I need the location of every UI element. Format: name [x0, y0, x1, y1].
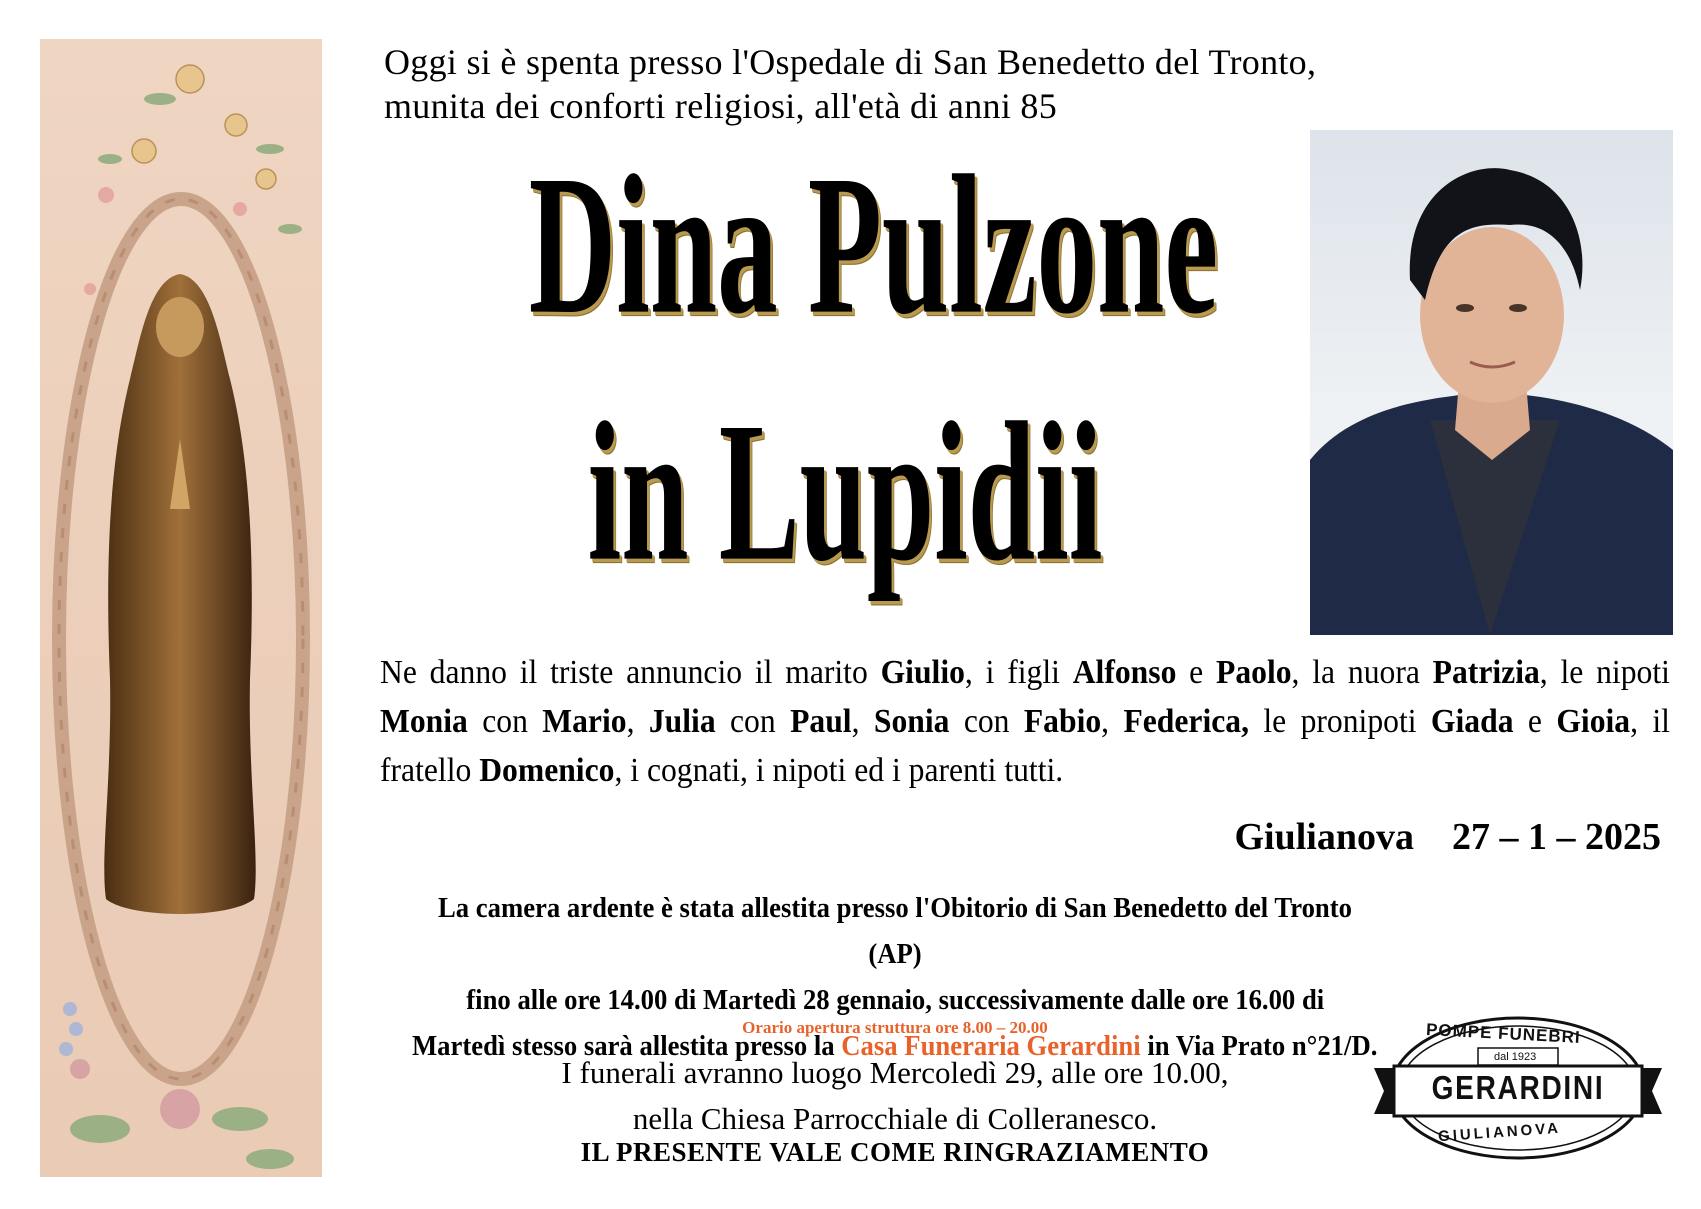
announce-name: Mario	[542, 703, 627, 740]
announce-name: Paolo	[1216, 654, 1292, 691]
announce-text: e	[1513, 703, 1557, 740]
portrait-photo	[1310, 130, 1673, 635]
announce-text: , i cognati, i nipoti ed i parenti tutti.	[614, 752, 1064, 789]
announce-text: ,	[1101, 703, 1124, 740]
funeral-home-name: Casa Funeraria Gerardini	[841, 1030, 1141, 1062]
intro-line-2: munita dei conforti religiosi, all'età di anni 85	[384, 86, 1058, 126]
date: 27 – 1 – 2025	[1452, 816, 1661, 858]
announce-name: Monia	[380, 703, 468, 740]
funeral-home-logo	[1368, 1010, 1668, 1165]
announce-text: , i figli	[964, 654, 1073, 691]
details-line-1: La camera ardente è stata allestita presso l'Obitorio di San Benedetto del Tronto (AP)	[438, 892, 1352, 970]
thanks-line: IL PRESENTE VALE COME RINGRAZIAMENTO	[580, 1137, 1210, 1167]
announce-name: Giada	[1430, 703, 1514, 740]
intro-line-1: Oggi si è spenta presso l'Ospedale di San Benedetto del Tronto,	[384, 42, 1317, 82]
logo-bottom-text: GIULIANOVA	[1437, 1119, 1562, 1146]
logo-top-text: POMPE FUNEBRI	[1425, 1019, 1582, 1048]
announce-name: Federica,	[1123, 703, 1250, 740]
announce-text: , la nuora	[1291, 654, 1433, 691]
announce-name: Julia	[648, 703, 716, 740]
announce-text: e	[1176, 654, 1217, 691]
announce-text: con	[467, 703, 543, 740]
funeral-line-2: nella Chiesa Parrocchiale di Colleranesco.	[632, 1101, 1158, 1136]
logo-brand: GERARDINI	[1431, 1069, 1605, 1106]
logo-since: dal 1923	[1494, 1051, 1537, 1063]
wake-details	[370, 885, 1420, 1069]
announce-name: Domenico	[479, 752, 615, 789]
place: Giulianova	[1234, 816, 1414, 858]
details-line-3-pre: Martedì stesso sarà allestita presso la	[412, 1030, 842, 1062]
details-line-3-post: in Via Prato n°21/D.	[1140, 1030, 1378, 1062]
madonna-decoration	[40, 39, 322, 1177]
announce-text: le pronipoti	[1249, 703, 1431, 740]
announce-text: con	[715, 703, 791, 740]
announce-text: Ne danno il triste annuncio il marito	[380, 654, 881, 691]
details-line-2: fino alle ore 14.00 di Martedì 28 gennaio, successivamente dalle ore 16.00 di	[466, 984, 1324, 1016]
announce-name: Gioia	[1556, 703, 1631, 740]
announce-name: Giulio	[880, 654, 965, 691]
deceased-name: Dina Pulzone	[528, 133, 1219, 356]
announcement-paragraph	[380, 648, 1670, 795]
funeral-line-1: I funerali avranno luogo Mercoledì 29, alle ore 10.00,	[561, 1055, 1229, 1090]
announce-name: Paul	[790, 703, 852, 740]
opening-hours: Orario apertura struttura ore 8.00 – 20.00	[742, 1018, 1048, 1037]
intro-text	[384, 40, 1674, 128]
announce-name: Patrizia	[1432, 654, 1540, 691]
announce-text: ,	[851, 703, 874, 740]
place-date	[1235, 815, 1662, 859]
announce-text: , il fratello	[380, 703, 1670, 789]
deceased-married-name: in Lupidii	[587, 380, 1103, 603]
announce-name: Sonia	[873, 703, 950, 740]
announce-text: , le nipoti	[1539, 654, 1670, 691]
announce-text: ,	[626, 703, 649, 740]
funeral-info	[370, 1050, 1420, 1142]
announce-text: con	[949, 703, 1024, 740]
announce-name: Alfonso	[1072, 654, 1177, 691]
announce-name: Fabio	[1023, 703, 1102, 740]
